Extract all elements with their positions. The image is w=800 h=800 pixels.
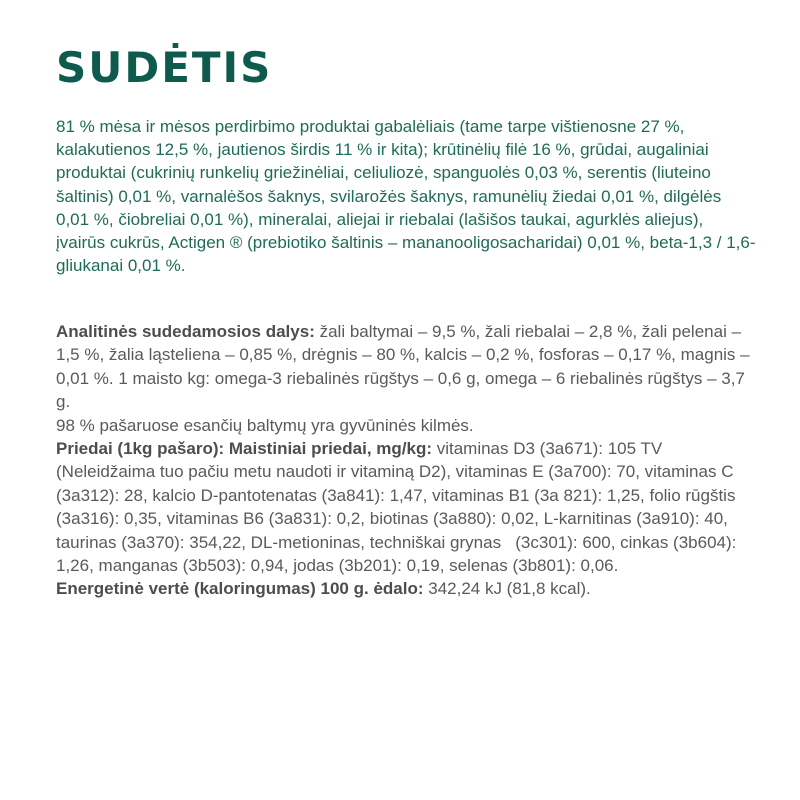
- energy-label: Energetinė vertė (kaloringumas) 100 g. ėdalo:: [56, 579, 424, 599]
- analytical-text: žali baltymai – 9,5 %, žali riebalai – 2,8 %, žali pelenai – 1,5 %, žalia ląsteliena – 0,85 %, drėgnis – 80 %, kalcis – 0,2 %, fosforas – 0,17 %, magnis – 0,01 %. 1 maisto kg: omega-3 riebalinės rūgštys – 0,6 g, omega – 6 riebalinės rūgštys – 3,7 g.: [56, 322, 750, 412]
- analysis-section: [56, 320, 756, 601]
- additives-label: Priedai (1kg pašaro): Maistiniai priedai, mg/kg:: [56, 439, 432, 459]
- protein-note: 98 % pašaruose esančių baltymų yra gyvūninės kilmės.: [56, 415, 474, 435]
- composition-text: 81 % mėsa ir mėsos perdirbimo produktai gabalėliais (tame tarpe vištienosne 27 %, kalakutienos 12,5 %, jautienos širdis 11 % ir kita); krūtinėlių filė 16 %, grūdai, augaliniai produktai (cukrinių runkelių griežinėliai, celiuliozė, spanguolės 0,03 %, serentis (liuteino šaltinis) 0,01 %, varnalėšos šaknys, svilarožės šaknys, ramunėlių žiedai 0,01 %, dilgėlės 0,01 %, čiobreliai 0,01 %), mineralai, aliejai ir riebalai (lašišos taukai, agurklės aliejus), įvairūs cukrūs, Actigen ® (prebiotiko šaltinis – mananooligosacharidai) 0,01 %, beta-1,3 / 1,6-gliukanai 0,01 %.: [56, 117, 756, 276]
- energy-text: 342,24 kJ (81,8 kcal).: [423, 579, 591, 599]
- additives-text: vitaminas D3 (3a671): 105 TV (Neleidžaima tuo pačiu metu naudoti ir vitaminą D2), vitaminas E (3a700): 70, vitaminas C (3a312): 28, kalcio D-pantotenatas (3a841): 1,47, vitaminas B1 (3a 821): 1,25, folio rūgštis (3a316): 0,35, vitaminas B6 (3a831): 0,2, biotinas (3a880): 0,02, L-karnitinas (3a910): 40, taurinas (3a370): 354,22, DL-metioninas, techniškai grynas (3c301): 600, cinkas (3b604): 1,26, manganas (3b503): 0,94, jodas (3b201): 0,19, selenas (3b801): 0,06.: [56, 439, 742, 576]
- additives: [56, 437, 756, 577]
- energy-value: [56, 577, 756, 600]
- analytical-constituents: [56, 320, 756, 414]
- page-title: SUDĖTIS: [56, 43, 273, 92]
- analytical-label: Analitinės sudedamosios dalys:: [56, 322, 315, 341]
